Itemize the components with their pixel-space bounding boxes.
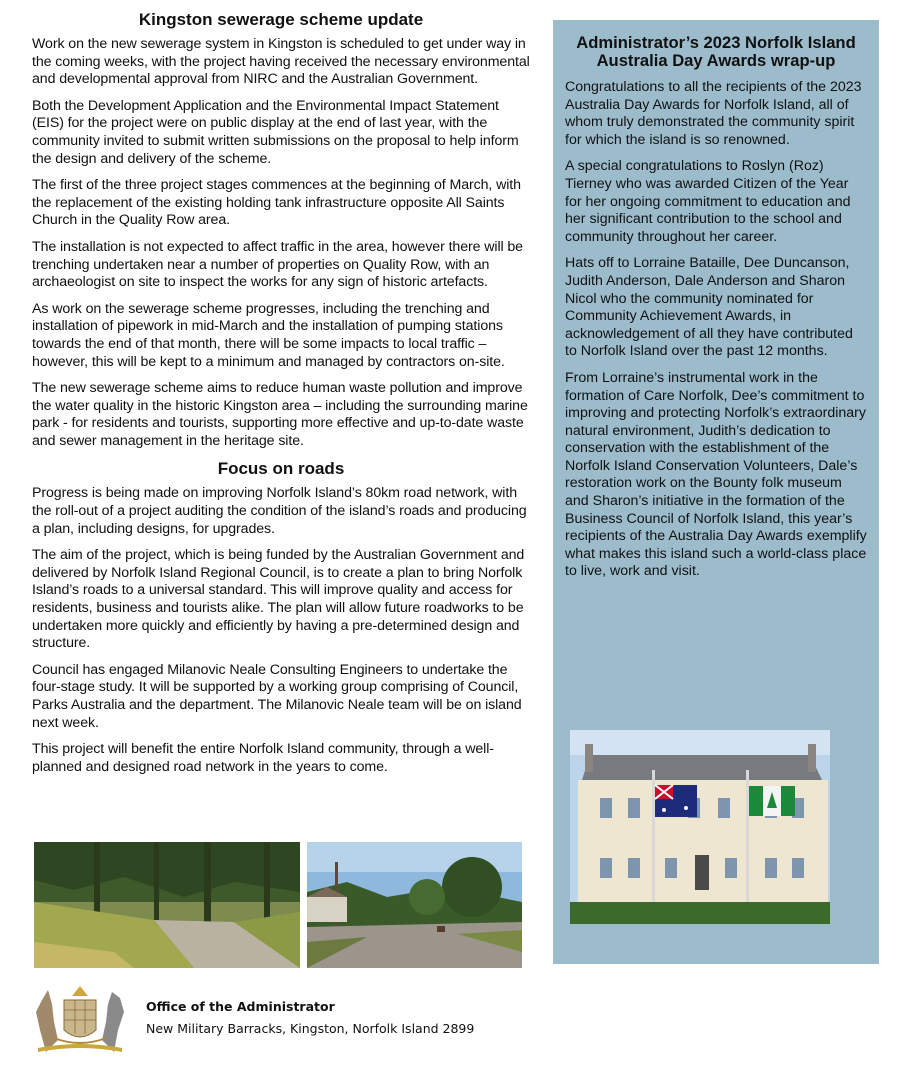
sewerage-paragraph: The installation is not expected to affect traffic in the area, however there will be trenching undertaken near a number of properties on Quality Row, with an archaeologist on site to inspect the works for any sign of historic artefacts. bbox=[32, 238, 523, 291]
road-photo-street bbox=[307, 842, 522, 968]
main-article-column bbox=[32, 10, 530, 785]
government-house-photo bbox=[570, 730, 830, 924]
coat-of-arms-logo bbox=[28, 982, 132, 1054]
sewerage-paragraph: Both the Development Application and the Environmental Impact Statement (EIS) for the project were on public display at the end of last year, with the community invited to submit written submissions on the proposal to help inform the design and delivery of the scheme. bbox=[32, 97, 519, 167]
sewerage-paragraph: As work on the sewerage scheme progresses, including the trenching and installation of pipework in mid-March and the installation of pumping stations towards the end of that month, there will be some impacts to local traffic – however, this will be kept to a minimum and managed by contractors on-site. bbox=[32, 300, 505, 370]
sewerage-paragraph: The new sewerage scheme aims to reduce human waste pollution and improve the water quality in the historic Kingston area – including the surrounding marine park - for residents and tourists, supporting more effective and up-to-date waste and sewer management in the heritage site. bbox=[32, 380, 528, 449]
sewerage-paragraph: The first of the three project stages commences at the beginning of March, with the replacement of the existing holding tank infrastructure opposite All Saints Church in the Quality Row area. bbox=[32, 177, 521, 229]
roads-paragraph: The aim of the project, which is being funded by the Australian Government and delivered by Norfolk Island Regional Council, is to create a plan to bring Norfolk Island’s roads to a universal standard. This will improve quality and access for residents, business and tourists alike. The plan will allow future roadworks to be undertaken more quickly and efficiently by having a pre-determined design and structure. bbox=[32, 547, 525, 652]
roads-paragraph: Council has engaged Milanovic Neale Consulting Engineers to undertake the four-stage study. It will be supported by a working group comprising of Council, Parks Australia and the department. The Milanovic Neale team will be on island next week. bbox=[32, 661, 522, 731]
awards-paragraph: Hats off to Lorraine Bataille, Dee Duncanson, Judith Anderson, Dale Anderson and Sharon Nicol who the community nominated for Community Achievement Awards, in acknowledgement of all they have contributed to Norfolk Island over the past 12 months. bbox=[565, 255, 853, 360]
footer-office-name: Office of the Administrator bbox=[146, 999, 335, 1014]
awards-heading: Administrator’s 2023 Norfolk Island Australia Day Awards wrap-up bbox=[576, 33, 856, 70]
road-photo-forest bbox=[34, 842, 300, 968]
awards-sidebar bbox=[553, 20, 879, 964]
roads-paragraph: This project will benefit the entire Norfolk Island community, through a well-planned and designed road network in the years to come. bbox=[32, 741, 494, 775]
sewerage-paragraph: Work on the new sewerage system in Kingston is scheduled to get under way in the coming weeks, with the project having received the necessary environmental and developmental approval from NIRC and the Australian Government. bbox=[32, 36, 530, 88]
awards-paragraph: From Lorraine’s instrumental work in the formation of Care Norfolk, Dee’s commitment to improving and protecting Norfolk’s extraordinary natural environment, Judith’s dedication to conservation with the establishment of the Norfolk Island Conservation Volunteers, Dale’s restoration work on the Bounty folk museum and Sharon’s initiative in the formation of the Business Council of Norfolk Island, this year’s recipients of the Australia Day Awards exemplify what makes this island such a world-class place to live, work and visit. bbox=[565, 369, 867, 580]
awards-paragraph: Congratulations to all the recipients of the 2023 Australia Day Awards for Norfolk Island, all of whom truly demonstrated the community spirit for which the island is so renowned. bbox=[565, 79, 862, 148]
roads-heading: Focus on roads bbox=[217, 459, 345, 479]
awards-paragraph: A special congratulations to Roslyn (Roz) Tierney who was awarded Citizen of the Year for her ongoing commitment to education and her significant contribution to the school and community throughout her career. bbox=[565, 158, 851, 245]
sewerage-heading: Kingston sewerage scheme update bbox=[138, 10, 424, 29]
roads-paragraph: Progress is being made on improving Norfolk Island’s 80km road network, with the roll-out of a project auditing the condition of the island’s roads and producing a plan, including designs, for upgrades. bbox=[32, 485, 527, 537]
footer-contact bbox=[146, 996, 474, 1040]
footer-address: New Military Barracks, Kingston, Norfolk Island 2899 bbox=[146, 1021, 475, 1036]
